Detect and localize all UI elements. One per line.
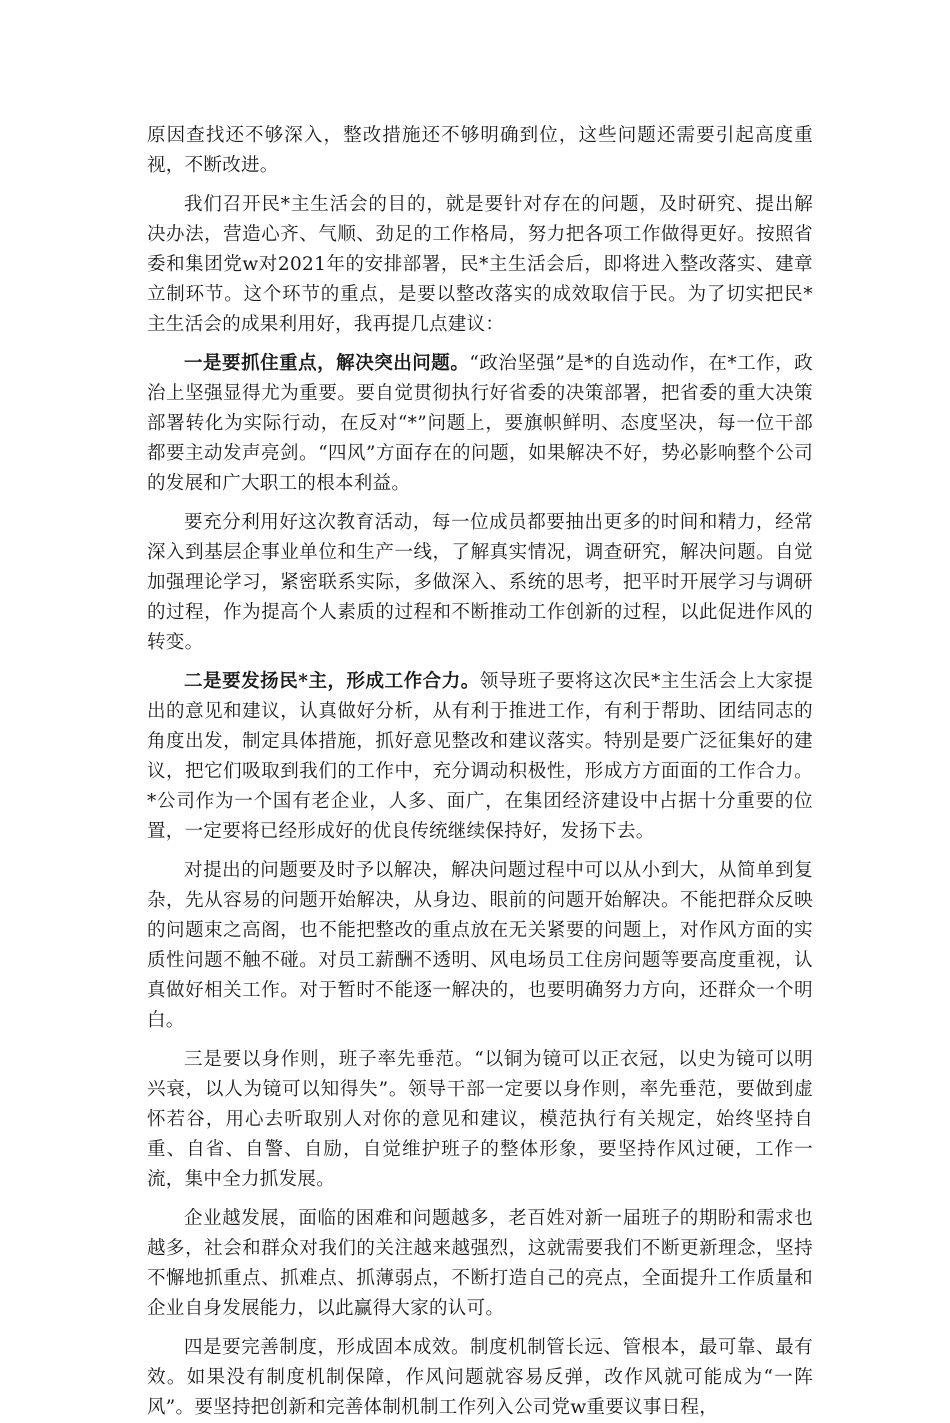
- paragraph-5: [147, 667, 813, 847]
- paragraph-text: 四是要完善制度，形成固本成效。制度机制管长远、管根本，最可靠、最有效。如果没有制度机制保障，作风问题就容易反弹，改作风就可能成为“一阵风”。要坚持把创新和完善体制机制工作列入公司党w重要议事日程，: [147, 1337, 813, 1418]
- paragraph-1: [147, 121, 813, 181]
- paragraph-text: 企业越发展，面临的困难和问题越多，老百姓对新一届班子的期盼和需求也越多，社会和群众对我们的关注越来越强烈，这就需要我们不断更新理念，坚持不懈地抓重点、抓难点、抓薄弱点，不断打造自己的亮点，全面提升工作质量和企业自身发展能力，以此赢得大家的认可。: [147, 1208, 813, 1319]
- paragraph-8: [147, 1204, 813, 1324]
- paragraph-2: [147, 190, 813, 340]
- paragraph-text: 对提出的问题要及时予以解决，解决问题过程中可以从小到大，从简单到复杂，先从容易的问题开始解决，从身边、眼前的问题开始解决。不能把群众反映的问题束之高阁，也不能把整改的重点放在无关紧要的问题上，对作风方面的实质性问题不触不碰。对员工薪酬不透明、风电场员工住房问题等要高度重视，认真做好相关工作。对于暂时不能逐一解决的，也要明确努力方向，还群众一个明白。: [147, 860, 813, 1031]
- paragraph-text: 领导班子要将这次民*主生活会上大家提出的意见和建议，认真做好分析，从有利于推进工作，有利于帮助、团结同志的角度出发，制定具体措施，抓好意见整改和建议落实。特别是要广泛征集好的建议，把它们吸取到我们的工作中，充分调动积极性，形成方方面面的工作合力。*公司作为一个国有老企业，人多、面广，在集团经济建设中占据十分重要的位置，一定要将已经形成好的优良传统继续保持好，发扬下去。: [147, 671, 813, 842]
- paragraph-text: 要充分利用好这次教育活动，每一位成员都要抽出更多的时间和精力，经常深入到基层企事业单位和生产一线，了解真实情况，调查研究，解决问题。自觉加强理论学习，紧密联系实际，多做深入、系统的思考，把平时开展学习与调研的过程，作为提高个人素质的过程和不断推动工作创新的过程，以此促进作风的转变。: [147, 512, 813, 653]
- paragraph-lead: 二是要发扬民*主，形成工作合力。: [184, 671, 480, 692]
- paragraph-text: 我们召开民*主生活会的目的，就是要针对存在的问题，及时研究、提出解决办法，营造心齐、气顺、劲足的工作格局，努力把各项工作做得更好。按照省委和集团党w对2021年的安排部署，民*主生活会后，即将进入整改落实、建章立制环节。这个环节的重点，是要以整改落实的成效取信于民。为了切实把民*主生活会的成果利用好，我再提几点建议：: [147, 194, 813, 335]
- paragraph-7: [147, 1045, 813, 1195]
- paragraph-4: [147, 508, 813, 658]
- paragraph-lead: 一是要抓住重点，解决突出问题。: [184, 353, 470, 374]
- paragraph-6: [147, 856, 813, 1036]
- paragraph-text: 三是要以身作则，班子率先垂范。“以铜为镜可以正衣冠，以史为镜可以明兴衰，以人为镜可以知得失”。领导干部一定要以身作则，率先垂范，要做到虚怀若谷，用心去听取别人对你的意见和建议，模范执行有关规定，始终坚持自重、自省、自警、自励，自觉维护班子的整体形象，要坚持作风过硬，工作一流，集中全力抓发展。: [147, 1049, 813, 1190]
- paragraph-3: [147, 349, 813, 499]
- paragraph-text: 原因查找还不够深入，整改措施还不够明确到位，这些问题还需要引起高度重视，不断改进。: [147, 125, 813, 176]
- document-body: [147, 121, 813, 1423]
- paragraph-9: [147, 1333, 813, 1423]
- paragraph-text: “政治坚强”是*的自选动作，在*工作，政治上坚强显得尤为重要。要自觉贯彻执行好省委的决策部署，把省委的重大决策部署转化为实际行动，在反对“*”问题上，要旗帜鲜明、态度坚决，每一位干部都要主动发声亮剑。“四风”方面存在的问题，如果解决不好，势必影响整个公司的发展和广大职工的根本利益。: [147, 353, 813, 494]
